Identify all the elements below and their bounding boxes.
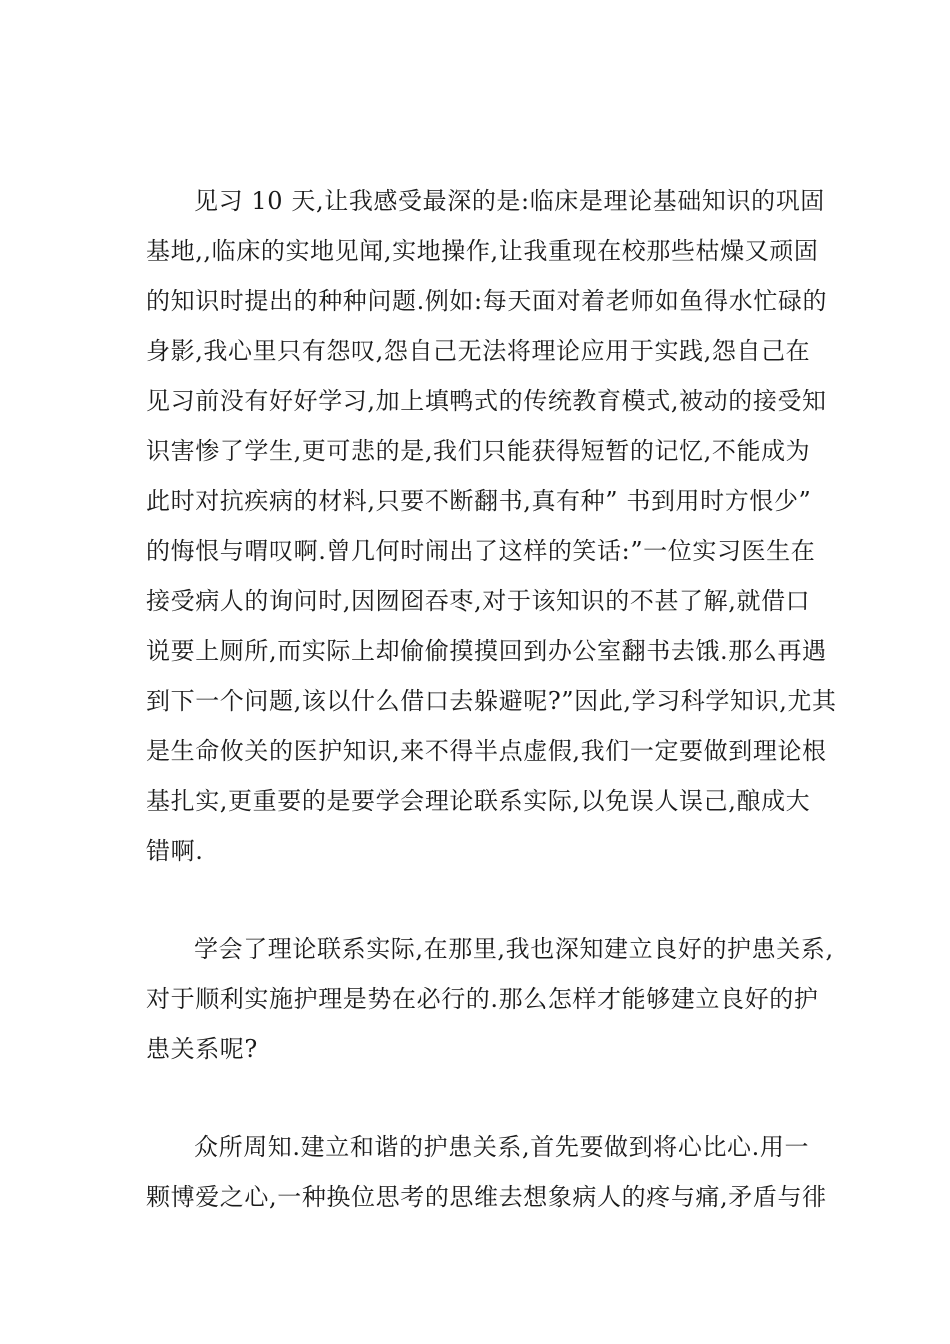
- paragraph-3-line-2: 颗博爱之心,一种换位思考的思维去想象病人的疼与痛,矛盾与徘: [146, 1183, 827, 1211]
- paragraph-1-line-2: 基地,,临床的实地见闻,实地操作,让我重现在校那些枯燥又顽固: [146, 237, 819, 265]
- paragraph-1-line-12: 是生命攸关的医护知识,来不得半点虚假,我们一定要做到理论根: [146, 737, 827, 765]
- paragraph-3-line-1: 众所周知.建立和谐的护患关系,首先要做到将心比心.用一: [194, 1133, 810, 1161]
- paragraph-1-line-13: 基扎实,更重要的是要学会理论联系实际,以免误人误己,酿成大: [146, 787, 811, 815]
- paragraph-1-line-5: 见习前没有好好学习,加上填鸭式的传统教育模式,被动的接受知: [146, 387, 827, 415]
- paragraph-1-line-6: 识害惨了学生,更可悲的是,我们只能获得短暂的记忆,不能成为: [146, 437, 811, 465]
- paragraph-1-line-7: 此时对抗疾病的材料,只要不断翻书,真有种” 书到用时方恨少”: [146, 487, 812, 515]
- paragraph-1-line-14: 错啊.: [146, 837, 204, 865]
- paragraph-1-line-3: 的知识时提出的种种问题.例如:每天面对着老师如鱼得水忙碌的: [146, 287, 828, 315]
- paragraph-2-line-1: 学会了理论联系实际,在那里,我也深知建立良好的护患关系,: [194, 935, 834, 963]
- paragraph-1-line-10: 说要上厕所,而实际上却偷偷摸摸回到办公室翻书去饿.那么再遇: [146, 637, 827, 665]
- paragraph-1-line-1: 见习 10 天,让我感受最深的是:临床是理论基础知识的巩固: [194, 187, 825, 215]
- paragraph-2-line-2: 对于顺利实施护理是势在必行的.那么怎样才能够建立良好的护: [146, 985, 819, 1013]
- paragraph-1-line-9: 接受病人的询问时,因囫囵吞枣,对于该知识的不甚了解,就借口: [146, 587, 811, 615]
- paragraph-1-line-11: 到下一个问题,该以什么借口去躲避呢?”因此,学习科学知识,尤其: [146, 687, 837, 715]
- paragraph-1-line-8: 的悔恨与喟叹啊.曾几何时闹出了这样的笑话:”一位实习医生在: [146, 537, 816, 565]
- paragraph-1-line-4: 身影,我心里只有怨叹,怨自己无法将理论应用于实践,怨自己在: [146, 337, 811, 365]
- paragraph-2-line-3: 患关系呢?: [146, 1035, 258, 1063]
